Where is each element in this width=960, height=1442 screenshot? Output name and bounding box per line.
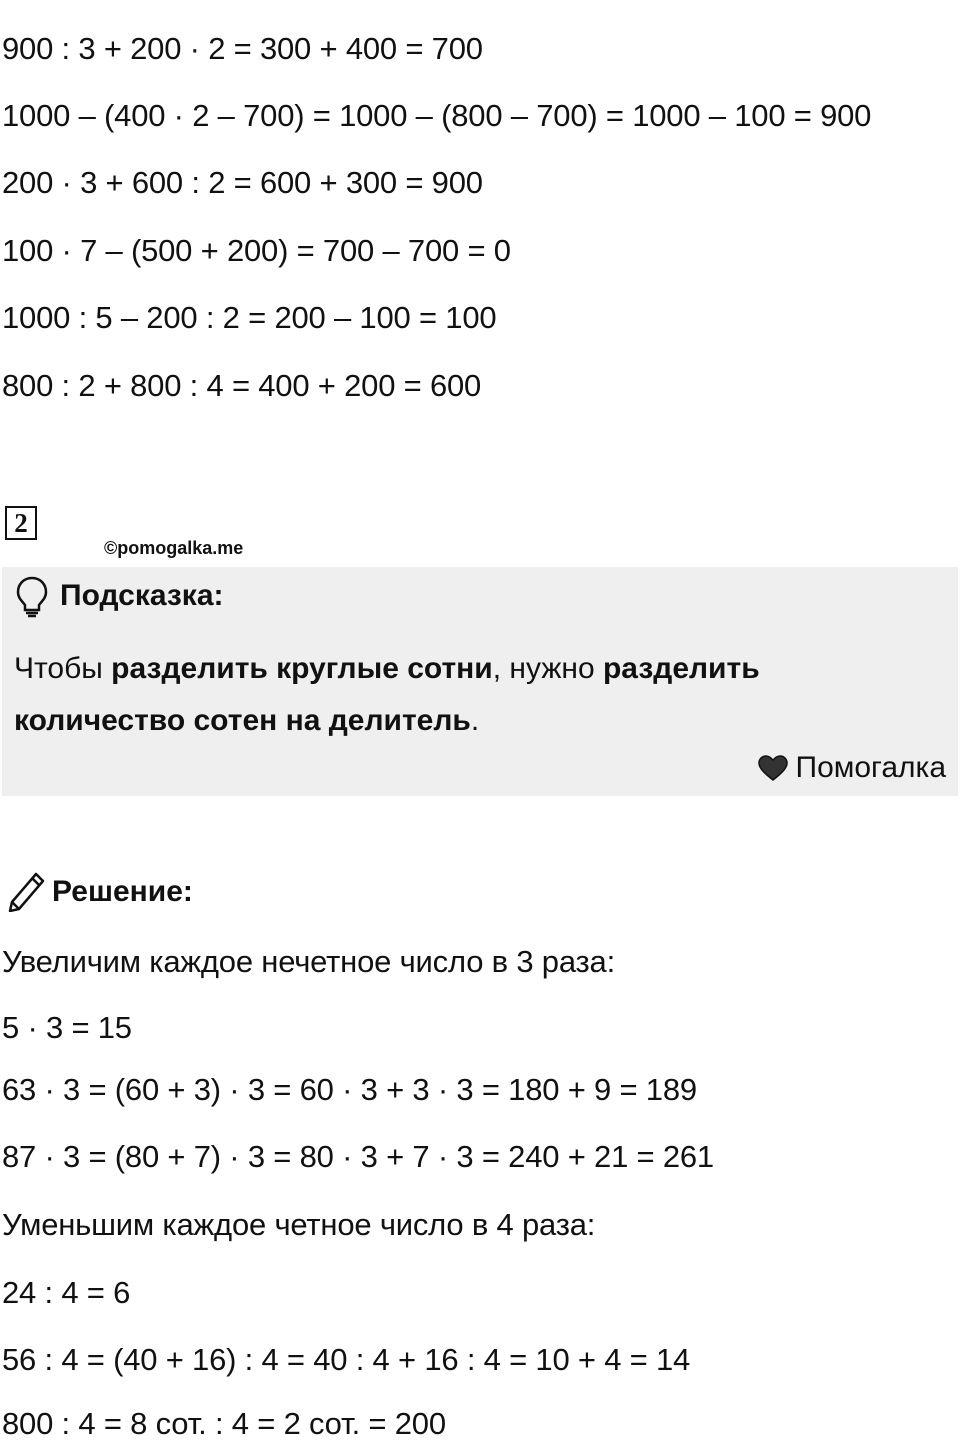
solution-line: 56 : 4 = (40 + 16) : 4 = 40 : 4 + 16 : 4 = 10 + 4 = 14: [2, 1342, 691, 1377]
brand-text: Помогалка: [795, 751, 946, 784]
equation-line: 800 : 2 + 800 : 4 = 400 + 200 = 600: [2, 368, 482, 403]
solution-line: 800 : 4 = 8 сот. : 4 = 2 сот. = 200: [2, 1406, 446, 1441]
hint-title: Подсказка:: [60, 579, 224, 612]
watermark: ©pomogalka.me: [104, 538, 244, 558]
pencil-icon: [6, 868, 48, 912]
lightbulb-icon: [14, 575, 50, 619]
equation-line: 200 · 3 + 600 : 2 = 600 + 300 = 900: [2, 165, 483, 200]
solution-line: Уменьшим каждое четное число в 4 раза:: [2, 1207, 596, 1242]
hint-text: Чтобы разделить круглые сотни, нужно разделить количество сотен на делитель.: [14, 652, 760, 737]
brand-label: [758, 750, 947, 786]
heart-icon: [758, 755, 788, 781]
solution-line: 5 · 3 = 15: [2, 1010, 132, 1045]
equation-line: 100 · 7 – (500 + 200) = 700 – 700 = 0: [2, 233, 511, 268]
solution-line: 24 : 4 = 6: [2, 1275, 131, 1310]
equation-line: 900 : 3 + 200 · 2 = 300 + 400 = 700: [2, 31, 483, 66]
solution-line: 63 · 3 = (60 + 3) · 3 = 60 · 3 + 3 · 3 = 180 + 9 = 189: [2, 1072, 697, 1107]
solution-line: 87 · 3 = (80 + 7) · 3 = 80 · 3 + 7 · 3 = 240 + 21 = 261: [2, 1139, 714, 1174]
equation-line: 1000 : 5 – 200 : 2 = 200 – 100 = 100: [2, 300, 497, 335]
solution-title: Решение:: [52, 875, 193, 908]
equation-line: 1000 – (400 · 2 – 700) = 1000 – (800 – 700) = 1000 – 100 = 900: [2, 98, 872, 133]
solution-line: Увеличим каждое нечетное число в 3 раза:: [2, 944, 615, 979]
task-number: 2: [5, 506, 37, 540]
